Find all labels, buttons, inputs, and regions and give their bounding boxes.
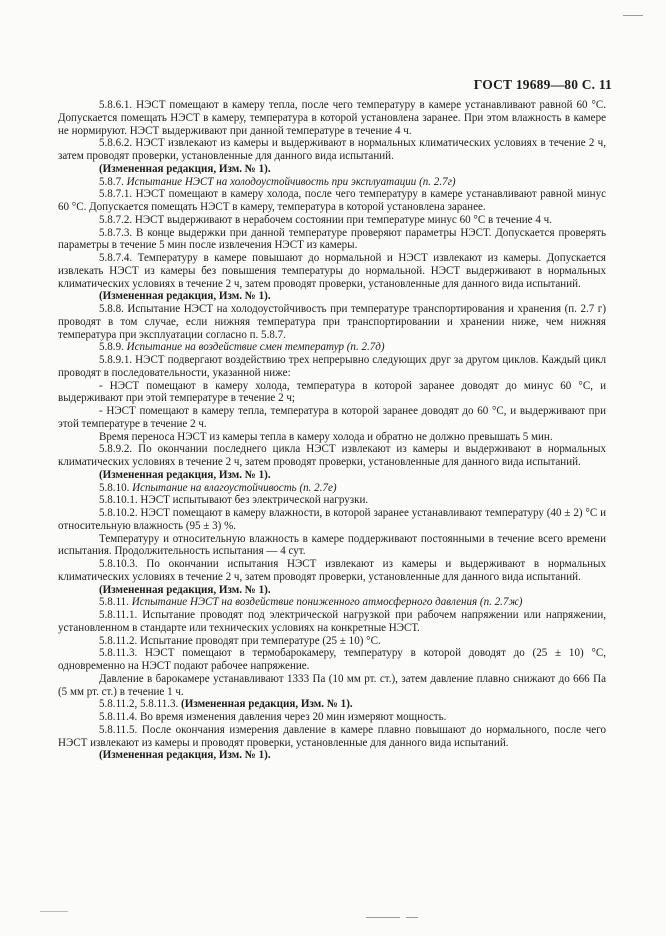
paragraph: 5.8.11.3. НЭСТ помещают в термобарокамеру, температуру в которой доводят до (25 ± 10) °С, одновременно на НЭСТ подают рабочее напряжение. [58, 647, 606, 672]
section-heading [58, 482, 606, 495]
amendment-note: (Измененная редакция, Изм. № 1). [99, 162, 271, 175]
paragraph: 5.8.11.1. Испытание проводят под электрической нагрузкой при рабочем напряжении или напряжении, установленном в стандарте или технических условиях на конкретные НЭСТ. [58, 609, 606, 634]
amendment-note: (Измененная редакция, Изм. № 1). [99, 290, 271, 303]
section-number: 5.8.9. [99, 341, 124, 354]
scan-mark [406, 917, 418, 918]
paragraph: 5.8.11.2. Испытание проводят при температуре (25 ± 10) °С. [99, 634, 381, 647]
section-heading [58, 176, 606, 189]
scan-mark [623, 15, 643, 16]
section-title: Испытание НЭСТ на холодоустойчивость при эксплуатации (п. 2.7г) [126, 175, 456, 188]
paragraph: 5.8.7.2. НЭСТ выдерживают в нерабочем состоянии при температуре минус 60 °С в течение 4 ч. [99, 213, 552, 226]
section-number: 5.8.11. [99, 596, 129, 609]
section-number: 5.8.11.2, 5.8.11.3. [99, 698, 179, 711]
scan-mark [40, 911, 68, 912]
paragraph: 5.8.7.3. В конце выдержки при данной температуре проверяют параметры НЭСТ. Допускается проверять параметры в течение 5 мин после извлечения НЭСТ из камеры. [58, 226, 606, 252]
amendment-note: (Измененная редакция, Изм. № 1). [99, 583, 271, 596]
paragraph: 5.8.11.4. Во время изменения давления через 20 мин измеряют мощность. [99, 711, 447, 723]
document-body [58, 99, 606, 762]
paragraph: 5.8.7.4. Температуру в камере повышают до нормальной и НЭСТ извлекают из камеры. Допускается извлекать НЭСТ из камеры без повышения температуры до нормальной. НЭСТ выдерживают в нормальных климатических условиях в течение 2 ч, затем проводят проверки, установленные для данного вида испытаний. [58, 252, 606, 290]
page-header: ГОСТ 19689—80 С. 11 [473, 77, 612, 92]
paragraph: 5.8.6.1. НЭСТ помещают в камеру тепла, после чего температуру в камере устанавливают равной 60 °С. Допускается помещать НЭСТ в камеру, температура в которой установлена заранее. При этом влажность в камере не нормируют. НЭСТ выдерживают при данной температуре в течение 4 ч. [58, 99, 606, 137]
amendment-note: (Измененная редакция, Изм. № 1). [99, 749, 271, 762]
section-title: Испытание на воздействие смен температур (п. 2.7д) [126, 341, 385, 354]
paragraph: 5.8.7.1. НЭСТ помещают в камеру холода, после чего температуру в камере устанавливают равной минус 60 °С. Допускается помещать НЭСТ в камеру, температура в которой установлена заранее. [58, 188, 606, 213]
section-number: 5.8.7. [99, 175, 124, 188]
section-title: Испытание НЭСТ на воздействие пониженного атмосферного давления (п. 2.7ж) [131, 596, 523, 609]
paragraph: 5.8.8. Испытание НЭСТ на холодоустойчивость при температуре транспортирования и хранения (п. 2.7 г) проводят в том случае, если нижняя температура при транспортировании и хранении ниже, чем нижняя температура при эксплуатации согласно п. 5.8.7. [58, 303, 606, 341]
section-number: 5.8.10. [99, 481, 130, 494]
paragraph: Давление в барокамере устанавливают 1333 Па (10 мм рт. ст.), затем давление плавно снижают до 666 Па (5 мм рт. ст.) в течение 1 ч. [58, 672, 606, 698]
paragraph: 5.8.9.2. По окончании последнего цикла НЭСТ извлекают из камеры и выдерживают в нормальных климатических условиях в течение 2 ч, затем проводят проверки, установленные для данного вида испытаний. [58, 443, 606, 468]
scan-mark [366, 917, 400, 918]
amendment-text: (Измененная редакция, Изм. № 1). [181, 698, 353, 711]
paragraph: 5.8.10.1. НЭСТ испытывают без электрической нагрузки. [99, 494, 369, 507]
paragraph: - НЭСТ помещают в камеру тепла, температура в которой заранее доводят до 60 °С, и выдерживают при этой температуре в течение 2 ч. [58, 405, 606, 430]
section-heading [58, 341, 606, 354]
paragraph: 5.8.11.5. После окончания измерения давление в камере плавно повышают до нормального, после чего НЭСТ извлекают из камеры и проводят проверки, установленные для данного вида испытаний. [58, 723, 606, 749]
section-title: Испытание на влагоустойчивость (п. 2.7е) [132, 481, 337, 494]
paragraph: 5.8.10.2. НЭСТ помещают в камеру влажности, в которой заранее устанавливают температуру (40 ± 2) °С и относительную влажность (95 ± 3) %. [58, 507, 606, 532]
amendment-note: (Измененная редакция, Изм. № 1). [99, 468, 271, 481]
amendment-note [58, 698, 606, 711]
paragraph: 5.8.9.1. НЭСТ подвергают воздействию трех непрерывно следующих друг за другом циклов. Каждый цикл проводят в последовательности, указанной ниже: [58, 354, 606, 379]
paragraph: Температуру и относительную влажность в камере поддерживают постоянными в течение всего времени испытания. Продолжительность испытания — 4 сут. [58, 532, 606, 558]
paragraph: 5.8.6.2. НЭСТ извлекают из камеры и выдерживают в нормальных климатических условиях в течение 2 ч, затем проводят проверки, установленные для данного вида испытаний. [58, 137, 606, 162]
section-heading [58, 596, 606, 609]
paragraph: - НЭСТ помещают в камеру холода, температура в которой заранее доводят до минус 60 °С, и выдерживают при этой температуре в течение 2 ч; [58, 379, 606, 405]
paragraph: Время переноса НЭСТ из камеры тепла в камеру холода и обратно не должно превышать 5 мин. [99, 430, 553, 443]
paragraph: 5.8.10.3. По окончании испытания НЭСТ извлекают из камеры и выдерживают в нормальных климатических условиях в течение 2 ч, затем проводят проверки, установленные для данного вида испытаний. [58, 558, 606, 583]
